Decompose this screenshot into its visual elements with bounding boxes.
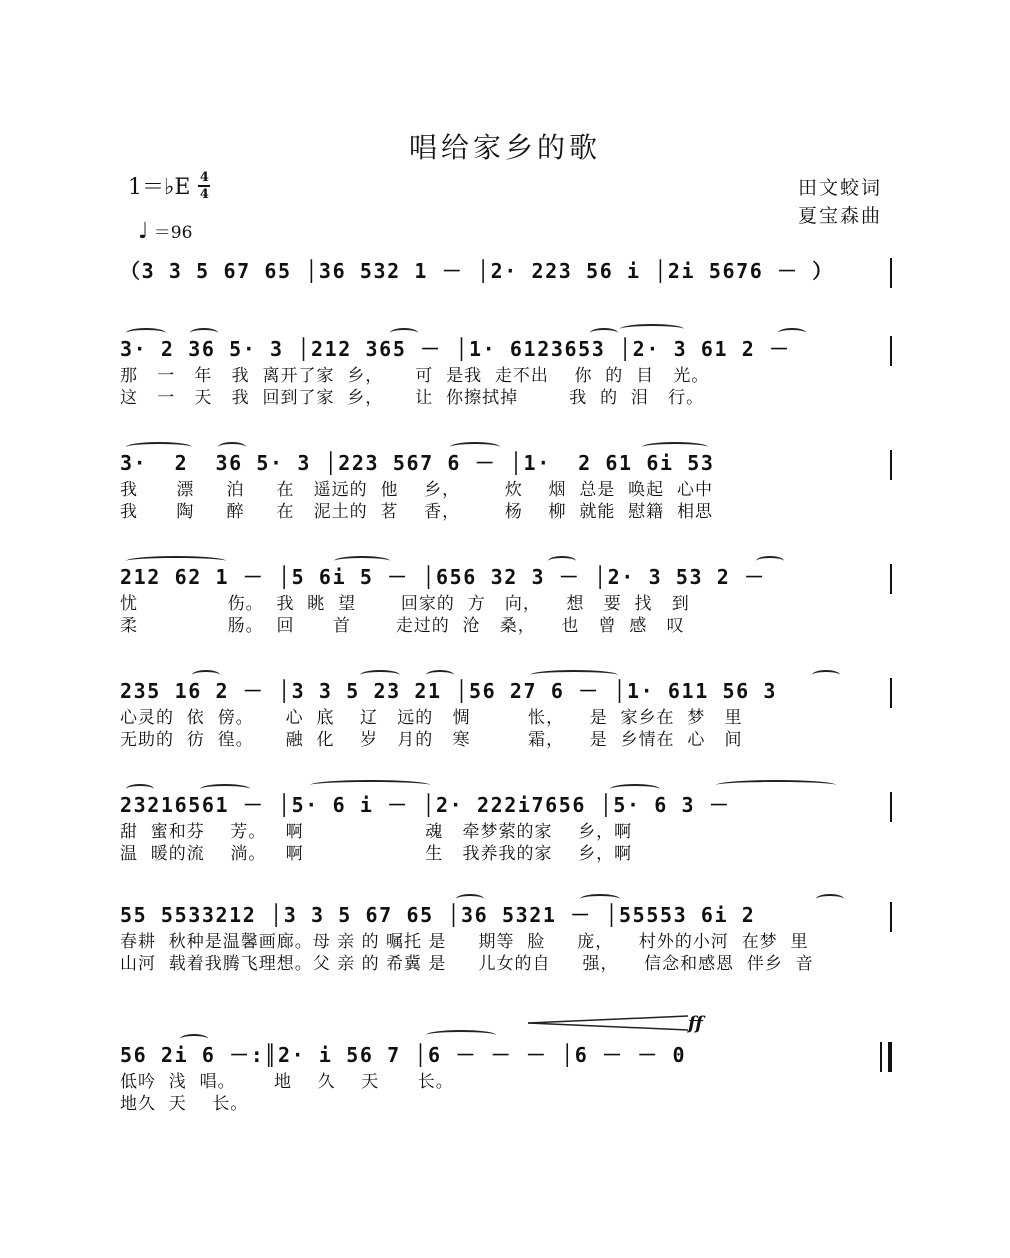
notation-line: 212 62 1 － │5 6i 5 － │656 32 3 － │2· 3 53 2 － [120, 565, 766, 589]
composer-credit: 夏宝森曲 [797, 205, 882, 227]
system-2 [120, 334, 892, 408]
system-8 [120, 1040, 892, 1114]
dynamic-marking: ff [688, 1013, 703, 1034]
notation-line: 235 16 2 － │3 3 5 23 21 │56 27 6 － │1· 611 56 3 [120, 679, 778, 703]
lyric-verse-1: 那 一 年 我 离开了家 乡， 可 是我 走不出 你 的 目 光。 [120, 366, 710, 386]
key-label: 1＝♭E [128, 175, 191, 200]
lyric-verse-2: 地久 天 长。 [120, 1094, 249, 1114]
key-signature [128, 170, 210, 201]
lyric-verse-1: 心灵的 依 傍。 心 底 辽 远的 惆 怅， 是 家乡在 梦 里 [120, 708, 743, 728]
system-3 [120, 448, 892, 522]
notation-line: 3· 2 36 5· 3 │212 365 － │1· 6123653 │2· 3 61 2 － [120, 337, 791, 361]
system-5 [120, 676, 892, 750]
system-6 [120, 790, 892, 864]
notation-line: 23216561 － │5· 6 i － │2· 222i7656 │5· 6 3 － [120, 793, 731, 817]
time-signature [198, 171, 210, 201]
time-signature-bottom: 4 [199, 186, 209, 202]
lyric-verse-2: 我 陶 醉 在 泥土的 茗 香， 杨 柳 就能 慰籍 相思 [120, 502, 713, 522]
lyric-verse-2: 温 暖的流 淌。 啊 生 我养我的家 乡，啊 [120, 844, 633, 864]
lyricist-credit: 田文蛟词 [797, 177, 882, 199]
notation-line: （3 3 5 67 65 │36 532 1 － │2· 223 56 i │2i 5676 － ） [120, 259, 834, 283]
tempo-marking [138, 218, 192, 244]
lyric-verse-2: 山河 载着我腾飞理想。父 亲 的 希冀 是 儿女的自 强， 信念和感恩 伴乡 音 [120, 954, 814, 974]
lyric-verse-1: 低吟 浅 唱。 地 久 天 长。 [120, 1072, 454, 1092]
notation-line: 55 5533212 │3 3 5 67 65 │36 5321 － │55553 6i 2 [120, 903, 756, 927]
lyric-verse-2: 这 一 天 我 回到了家 乡， 让 你擦拭掉 我 的 泪 行。 [120, 388, 705, 408]
crescendo-hairpin-icon [528, 1014, 688, 1032]
lyric-verse-1: 我 漂 泊 在 遥远的 他 乡， 炊 烟 总是 唤起 心中 [120, 480, 713, 500]
quarter-note-icon: ♩ [138, 219, 149, 244]
notation-line: 3· 2 36 5· 3 │223 567 6 － │1· 2 61 6i 53 [120, 451, 715, 475]
lyric-verse-2: 柔 肠。 回 首 走过的 沧 桑， 也 曾 感 叹 [120, 616, 685, 636]
system-7 [120, 900, 892, 974]
system-1 [120, 256, 892, 286]
lyric-verse-1: 忧 伤。 我 眺 望 回家的 方 向， 想 要 找 到 [120, 594, 690, 614]
lyric-verse-1: 甜 蜜和芬 芳。 啊 魂 牵梦萦的家 乡，啊 [120, 822, 633, 842]
lyric-verse-1: 春耕 秋种是温馨画廊。母 亲 的 嘱托 是 期等 脸 庞， 村外的小河 在梦 里 [120, 932, 809, 952]
notation-line: 56 2i 6 －:║2· i 56 7 │6 － － － │6 － － 0 [120, 1043, 687, 1067]
song-title: 唱给家乡的歌 [408, 131, 601, 164]
lyric-verse-2: 无助的 彷 徨。 融 化 岁 月的 寒 霜， 是 乡情在 心 间 [120, 730, 743, 750]
system-4 [120, 562, 892, 636]
tempo-value: ＝96 [153, 223, 193, 243]
time-signature-top: 4 [199, 169, 209, 185]
credits [798, 174, 882, 230]
